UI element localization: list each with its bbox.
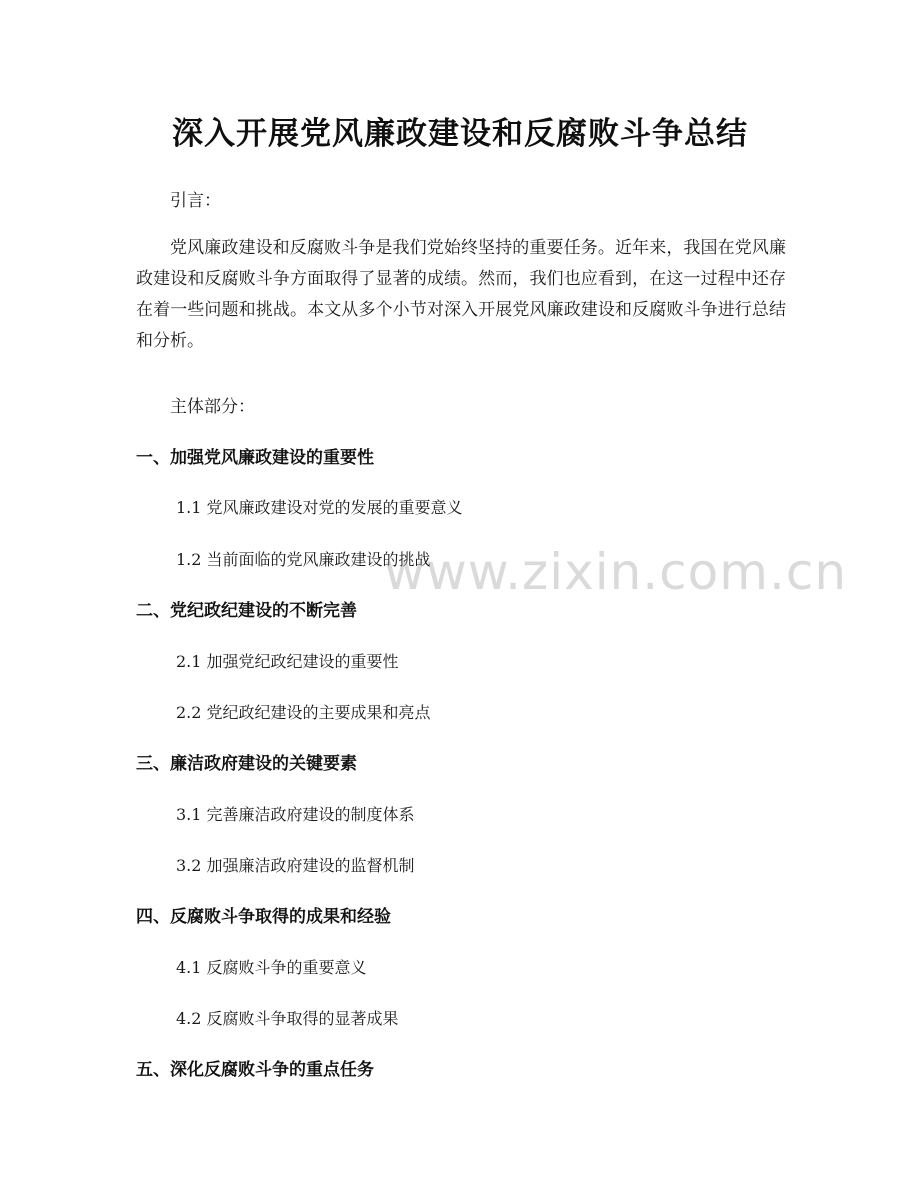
section-item-4-1: 4.1 反腐败斗争的重要意义 (176, 958, 367, 977)
section-item-3-2: 3.2 加强廉洁政府建设的监督机制 (176, 856, 415, 875)
body-label: 主体部分： (170, 397, 255, 417)
section-heading-2: 二、党纪政纪建设的不断完善 (136, 601, 357, 621)
section-item-2-2: 2.2 党纪政纪建设的主要成果和亮点 (176, 703, 431, 722)
intro-label: 引言： (170, 191, 221, 211)
section-heading-1: 一、加强党风廉政建设的重要性 (136, 448, 374, 468)
watermark-text: www.zixin.com.cn (384, 543, 848, 601)
section-heading-5: 五、深化反腐败斗争的重点任务 (136, 1060, 374, 1080)
section-item-3-1: 3.1 完善廉洁政府建设的制度体系 (176, 805, 415, 824)
section-heading-4: 四、反腐败斗争取得的成果和经验 (136, 907, 391, 927)
intro-paragraph: 党风廉政建设和反腐败斗争是我们党始终坚持的重要任务。近年来，我国在党风廉政建设和反腐败斗争方面取得了显著的成绩。然而，我们也应看到，在这一过程中还存在着一些问题和挑战。本文从多个小节对深入开展党风廉政建设和反腐败斗争进行总结和分析。 (136, 238, 786, 351)
section-heading-3: 三、廉洁政府建设的关键要素 (136, 754, 357, 774)
section-item-1-2: 1.2 当前面临的党风廉政建设的挑战 (176, 550, 431, 569)
section-item-4-2: 4.2 反腐败斗争取得的显著成果 (176, 1009, 399, 1028)
document-title: 深入开展党风廉政建设和反腐败斗争总结 (172, 116, 748, 152)
section-item-1-1: 1.1 党风廉政建设对党的发展的重要意义 (176, 498, 463, 517)
section-item-2-1: 2.1 加强党纪政纪建设的重要性 (176, 652, 399, 671)
